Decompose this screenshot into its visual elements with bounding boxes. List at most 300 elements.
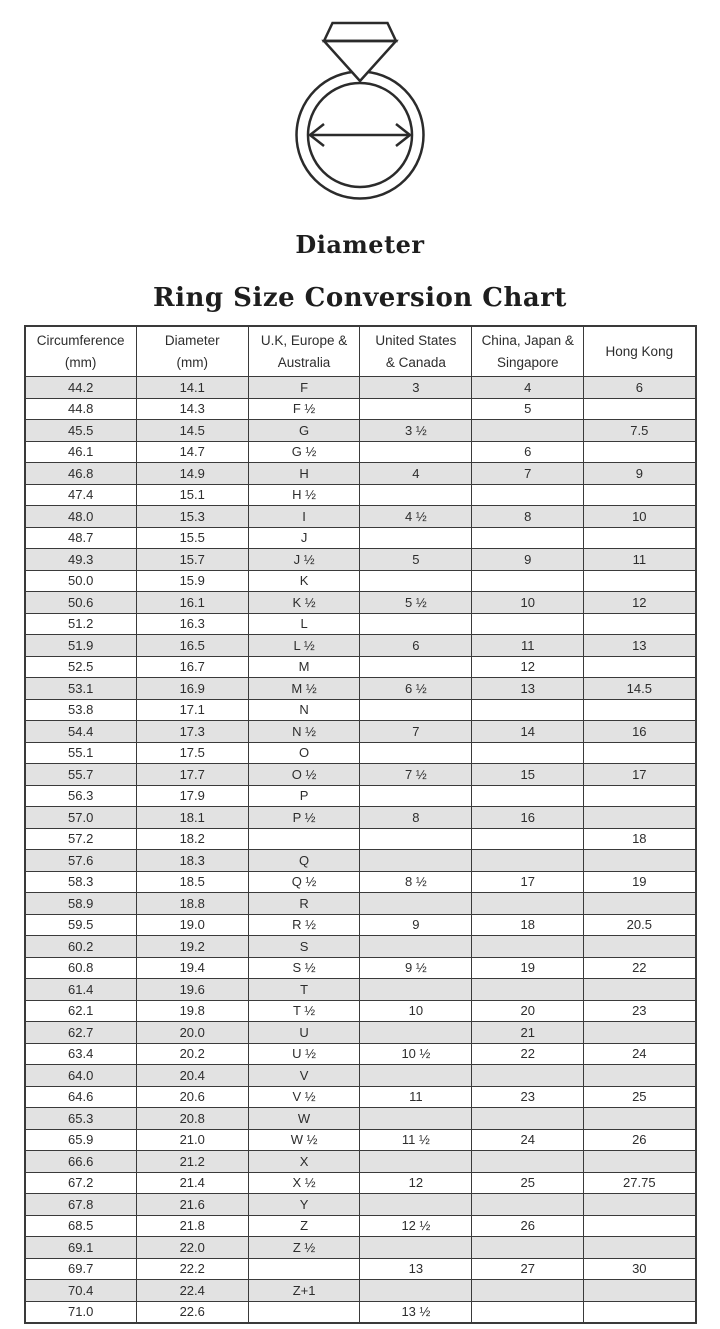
table-cell: 21.0 [136, 1129, 248, 1151]
table-row [25, 742, 696, 764]
table-cell [472, 420, 584, 442]
table-cell: 63.4 [25, 1043, 137, 1065]
table-row [25, 1301, 696, 1323]
table-cell: S ½ [248, 957, 360, 979]
table-cell: H ½ [248, 484, 360, 506]
column-header-hong-kong: Hong Kong [584, 326, 696, 377]
table-cell: L [248, 613, 360, 635]
table-cell: 18.3 [136, 850, 248, 872]
table-cell: 22.4 [136, 1280, 248, 1302]
table-cell: 15.9 [136, 570, 248, 592]
table-cell: V ½ [248, 1086, 360, 1108]
table-cell: 21.6 [136, 1194, 248, 1216]
table-cell: M ½ [248, 678, 360, 700]
table-cell: T [248, 979, 360, 1001]
table-row [25, 1108, 696, 1130]
table-cell: 23 [472, 1086, 584, 1108]
table-cell: 16.7 [136, 656, 248, 678]
table-row [25, 463, 696, 485]
table-cell: 60.2 [25, 936, 137, 958]
table-cell [472, 936, 584, 958]
table-cell [472, 979, 584, 1001]
table-row [25, 398, 696, 420]
table-row [25, 1000, 696, 1022]
table-cell: 14.5 [584, 678, 696, 700]
diameter-label: Diameter [295, 230, 425, 259]
table-cell: 58.3 [25, 871, 137, 893]
table-cell [360, 656, 472, 678]
table-cell: 55.1 [25, 742, 137, 764]
table-cell: 50.6 [25, 592, 137, 614]
table-row [25, 506, 696, 528]
table-cell: 20 [472, 1000, 584, 1022]
table-cell: 62.1 [25, 1000, 137, 1022]
table-cell [472, 785, 584, 807]
table-cell: 14.9 [136, 463, 248, 485]
table-cell: T ½ [248, 1000, 360, 1022]
table-row [25, 1258, 696, 1280]
table-cell: 53.8 [25, 699, 137, 721]
table-row [25, 1022, 696, 1044]
table-cell: 59.5 [25, 914, 137, 936]
table-cell: 71.0 [25, 1301, 137, 1323]
table-row [25, 1194, 696, 1216]
table-cell: 53.1 [25, 678, 137, 700]
table-cell: 16 [472, 807, 584, 829]
table-cell: W ½ [248, 1129, 360, 1151]
table-cell [472, 1301, 584, 1323]
table-cell: 48.0 [25, 506, 137, 528]
table-row [25, 527, 696, 549]
table-cell [584, 527, 696, 549]
table-cell: Z+1 [248, 1280, 360, 1302]
table-cell [584, 1065, 696, 1087]
table-cell: 5 [360, 549, 472, 571]
table-cell: 16 [584, 721, 696, 743]
table-cell: 26 [584, 1129, 696, 1151]
table-cell [360, 441, 472, 463]
table-cell: 12 ½ [360, 1215, 472, 1237]
table-cell [584, 656, 696, 678]
table-cell [472, 699, 584, 721]
table-row [25, 936, 696, 958]
table-cell [472, 1108, 584, 1130]
table-cell: 45.5 [25, 420, 137, 442]
table-cell: 57.6 [25, 850, 137, 872]
table-cell [360, 742, 472, 764]
table-cell: 20.5 [584, 914, 696, 936]
table-cell [584, 893, 696, 915]
table-cell: 44.2 [25, 377, 137, 399]
table-cell: 8 ½ [360, 871, 472, 893]
table-cell [360, 1065, 472, 1087]
table-cell: 23 [584, 1000, 696, 1022]
table-row [25, 1237, 696, 1259]
table-cell: Z ½ [248, 1237, 360, 1259]
table-cell: 20.2 [136, 1043, 248, 1065]
table-cell: H [248, 463, 360, 485]
table-cell: 67.2 [25, 1172, 137, 1194]
table-cell: 6 [584, 377, 696, 399]
ring-size-conversion-table [24, 325, 697, 1324]
table-cell: R [248, 893, 360, 915]
table-cell: 55.7 [25, 764, 137, 786]
table-cell [584, 1022, 696, 1044]
table-cell: X ½ [248, 1172, 360, 1194]
table-cell: O ½ [248, 764, 360, 786]
table-cell: 11 [472, 635, 584, 657]
table-cell: 26 [472, 1215, 584, 1237]
table-cell: 21.8 [136, 1215, 248, 1237]
table-cell: 17.3 [136, 721, 248, 743]
table-cell [248, 1301, 360, 1323]
table-row [25, 807, 696, 829]
table-cell: 14 [472, 721, 584, 743]
table-cell: G [248, 420, 360, 442]
table-cell [360, 613, 472, 635]
table-cell: 64.6 [25, 1086, 137, 1108]
table-cell: 22 [472, 1043, 584, 1065]
table-cell: 15.7 [136, 549, 248, 571]
table-row [25, 1129, 696, 1151]
table-cell: 17.9 [136, 785, 248, 807]
table-cell [360, 1108, 472, 1130]
table-cell: 19.6 [136, 979, 248, 1001]
table-cell [360, 398, 472, 420]
table-cell [472, 1194, 584, 1216]
table-row [25, 721, 696, 743]
table-cell: 10 [472, 592, 584, 614]
table-cell [360, 1280, 472, 1302]
table-cell: 46.1 [25, 441, 137, 463]
table-cell [584, 1194, 696, 1216]
table-cell: 48.7 [25, 527, 137, 549]
table-cell: 50.0 [25, 570, 137, 592]
table-cell: 13 [360, 1258, 472, 1280]
table-row [25, 1280, 696, 1302]
table-row [25, 764, 696, 786]
table-cell: 17.7 [136, 764, 248, 786]
table-cell [584, 1215, 696, 1237]
table-cell: 7.5 [584, 420, 696, 442]
table-row [25, 377, 696, 399]
table-cell: 51.2 [25, 613, 137, 635]
table-cell [584, 785, 696, 807]
table-cell: 21 [472, 1022, 584, 1044]
table-cell [584, 742, 696, 764]
table-cell: 10 ½ [360, 1043, 472, 1065]
table-cell: 19 [584, 871, 696, 893]
table-cell: 58.9 [25, 893, 137, 915]
table-cell: 65.3 [25, 1108, 137, 1130]
table-cell [584, 699, 696, 721]
table-cell: 13 ½ [360, 1301, 472, 1323]
table-cell: 30 [584, 1258, 696, 1280]
table-cell: 9 [584, 463, 696, 485]
diamond-crown [324, 23, 396, 41]
table-cell [584, 441, 696, 463]
table-cell [360, 1022, 472, 1044]
table-cell: 11 ½ [360, 1129, 472, 1151]
table-cell: 4 [472, 377, 584, 399]
table-cell [248, 828, 360, 850]
table-cell [472, 742, 584, 764]
table-cell: 12 [360, 1172, 472, 1194]
table-cell: 15.3 [136, 506, 248, 528]
table-cell: 66.6 [25, 1151, 137, 1173]
table-cell [584, 398, 696, 420]
table-cell: Q ½ [248, 871, 360, 893]
table-header-row [25, 326, 696, 377]
table-row [25, 871, 696, 893]
table-cell: 22.6 [136, 1301, 248, 1323]
table-row [25, 635, 696, 657]
table-row [25, 785, 696, 807]
table-cell: 12 [584, 592, 696, 614]
table-cell: 19.4 [136, 957, 248, 979]
table-row [25, 979, 696, 1001]
table-cell: 17.1 [136, 699, 248, 721]
table-cell: 20.6 [136, 1086, 248, 1108]
table-header [25, 326, 696, 377]
table-row [25, 570, 696, 592]
table-row [25, 1043, 696, 1065]
table-cell: 21.4 [136, 1172, 248, 1194]
ring-diameter-illustration [0, 0, 720, 210]
table-cell: 67.8 [25, 1194, 137, 1216]
table-cell: 20.4 [136, 1065, 248, 1087]
table-cell: 51.9 [25, 635, 137, 657]
table-cell: X [248, 1151, 360, 1173]
table-cell: 18 [584, 828, 696, 850]
table-cell: 6 [360, 635, 472, 657]
table-cell [584, 570, 696, 592]
table-cell: F ½ [248, 398, 360, 420]
table-cell: 65.9 [25, 1129, 137, 1151]
table-row [25, 678, 696, 700]
table-cell: 25 [472, 1172, 584, 1194]
table-row [25, 1065, 696, 1087]
table-cell: J ½ [248, 549, 360, 571]
table-cell: 10 [360, 1000, 472, 1022]
table-cell: 64.0 [25, 1065, 137, 1087]
table-cell: 18.8 [136, 893, 248, 915]
table-cell [360, 570, 472, 592]
table-cell: 9 [472, 549, 584, 571]
table-cell: 20.0 [136, 1022, 248, 1044]
table-cell: 56.3 [25, 785, 137, 807]
table-cell: 57.0 [25, 807, 137, 829]
table-cell: 49.3 [25, 549, 137, 571]
table-cell: Z [248, 1215, 360, 1237]
table-cell: 17 [472, 871, 584, 893]
table-cell: 60.8 [25, 957, 137, 979]
table-cell: 24 [584, 1043, 696, 1065]
table-cell [472, 1065, 584, 1087]
table-cell: P [248, 785, 360, 807]
table-cell: 7 [472, 463, 584, 485]
table-cell [584, 936, 696, 958]
table-cell: 19.2 [136, 936, 248, 958]
table-cell: 16.1 [136, 592, 248, 614]
table-cell [584, 1237, 696, 1259]
table-row [25, 484, 696, 506]
table-cell [472, 570, 584, 592]
table-cell [584, 850, 696, 872]
table-cell [360, 1151, 472, 1173]
table-cell [584, 807, 696, 829]
column-header-china-japan-singapore: China, Japan & Singapore [472, 326, 584, 377]
table-row [25, 699, 696, 721]
table-cell: 16.9 [136, 678, 248, 700]
table-cell: 15.5 [136, 527, 248, 549]
table-cell: N ½ [248, 721, 360, 743]
table-cell: 14.3 [136, 398, 248, 420]
table-cell [472, 613, 584, 635]
table-cell: 27 [472, 1258, 584, 1280]
table-cell [472, 893, 584, 915]
table-cell [248, 1258, 360, 1280]
table-cell: 61.4 [25, 979, 137, 1001]
table-cell: 46.8 [25, 463, 137, 485]
table-row [25, 850, 696, 872]
table-cell: 5 ½ [360, 592, 472, 614]
table-cell: 9 ½ [360, 957, 472, 979]
table-cell: R ½ [248, 914, 360, 936]
table-cell [360, 1194, 472, 1216]
table-cell: P ½ [248, 807, 360, 829]
table-cell: 62.7 [25, 1022, 137, 1044]
column-header-diameter: Diameter (mm) [136, 326, 248, 377]
table-cell [584, 1301, 696, 1323]
table-cell [472, 1280, 584, 1302]
table-cell: 5 [472, 398, 584, 420]
table-cell: N [248, 699, 360, 721]
table-cell: 22 [584, 957, 696, 979]
table-cell [584, 613, 696, 635]
table-cell: J [248, 527, 360, 549]
table-cell: 19 [472, 957, 584, 979]
table-cell: 6 [472, 441, 584, 463]
table-cell: 68.5 [25, 1215, 137, 1237]
table-cell [584, 1151, 696, 1173]
table-cell [584, 484, 696, 506]
table-cell: 6 ½ [360, 678, 472, 700]
table-cell: 18.1 [136, 807, 248, 829]
table-cell: 13 [584, 635, 696, 657]
table-cell: 11 [584, 549, 696, 571]
table-cell: W [248, 1108, 360, 1130]
ring-diamond-icon [250, 4, 470, 210]
table-cell: 52.5 [25, 656, 137, 678]
table-row [25, 914, 696, 936]
table-row [25, 420, 696, 442]
table-row [25, 441, 696, 463]
table-cell: 18 [472, 914, 584, 936]
table-cell: 57.2 [25, 828, 137, 850]
table-cell: 14.1 [136, 377, 248, 399]
table-cell: 14.7 [136, 441, 248, 463]
table-cell [360, 484, 472, 506]
table-cell: Q [248, 850, 360, 872]
table-cell [584, 979, 696, 1001]
table-cell: 13 [472, 678, 584, 700]
table-cell: 25 [584, 1086, 696, 1108]
table-cell [472, 1151, 584, 1173]
table-cell [360, 936, 472, 958]
table-cell: M [248, 656, 360, 678]
table-cell: L ½ [248, 635, 360, 657]
table-row [25, 592, 696, 614]
table-cell [584, 1280, 696, 1302]
table-cell: I [248, 506, 360, 528]
table-cell: 3 [360, 377, 472, 399]
table-row [25, 828, 696, 850]
table-cell: 8 [472, 506, 584, 528]
table-cell [472, 828, 584, 850]
table-cell: 18.2 [136, 828, 248, 850]
table-cell: 16.5 [136, 635, 248, 657]
diamond-pavilion [324, 41, 396, 81]
table-row [25, 1086, 696, 1108]
table-row [25, 613, 696, 635]
table-cell: 19.0 [136, 914, 248, 936]
table-row [25, 549, 696, 571]
table-row [25, 1215, 696, 1237]
table-cell [360, 979, 472, 1001]
table-cell: 4 [360, 463, 472, 485]
table-cell: 11 [360, 1086, 472, 1108]
table-cell: 7 ½ [360, 764, 472, 786]
table-row [25, 1151, 696, 1173]
table-cell: 15 [472, 764, 584, 786]
table-cell: 69.7 [25, 1258, 137, 1280]
table-row [25, 957, 696, 979]
table-cell: 15.1 [136, 484, 248, 506]
table-cell: 10 [584, 506, 696, 528]
table-cell: O [248, 742, 360, 764]
table-cell [472, 484, 584, 506]
table-cell: 20.8 [136, 1108, 248, 1130]
table-cell: 14.5 [136, 420, 248, 442]
page-title: Ring Size Conversion Chart [153, 283, 567, 313]
table-cell: 22.2 [136, 1258, 248, 1280]
table-cell: 27.75 [584, 1172, 696, 1194]
table-cell: 18.5 [136, 871, 248, 893]
table-cell [472, 850, 584, 872]
table-cell [360, 699, 472, 721]
diameter-arrow-icon [310, 124, 410, 146]
table-cell: G ½ [248, 441, 360, 463]
table-cell [360, 850, 472, 872]
table-cell: 69.1 [25, 1237, 137, 1259]
table-cell: 21.2 [136, 1151, 248, 1173]
table-cell: 8 [360, 807, 472, 829]
table-cell: 17 [584, 764, 696, 786]
table-cell: 44.8 [25, 398, 137, 420]
table-cell: U [248, 1022, 360, 1044]
table-cell: K ½ [248, 592, 360, 614]
table-cell: 17.5 [136, 742, 248, 764]
table-cell: 16.3 [136, 613, 248, 635]
table-cell [584, 1108, 696, 1130]
table-cell [360, 828, 472, 850]
table-cell: V [248, 1065, 360, 1087]
table-cell: 24 [472, 1129, 584, 1151]
table-cell [360, 527, 472, 549]
table-row [25, 893, 696, 915]
table-cell: 47.4 [25, 484, 137, 506]
